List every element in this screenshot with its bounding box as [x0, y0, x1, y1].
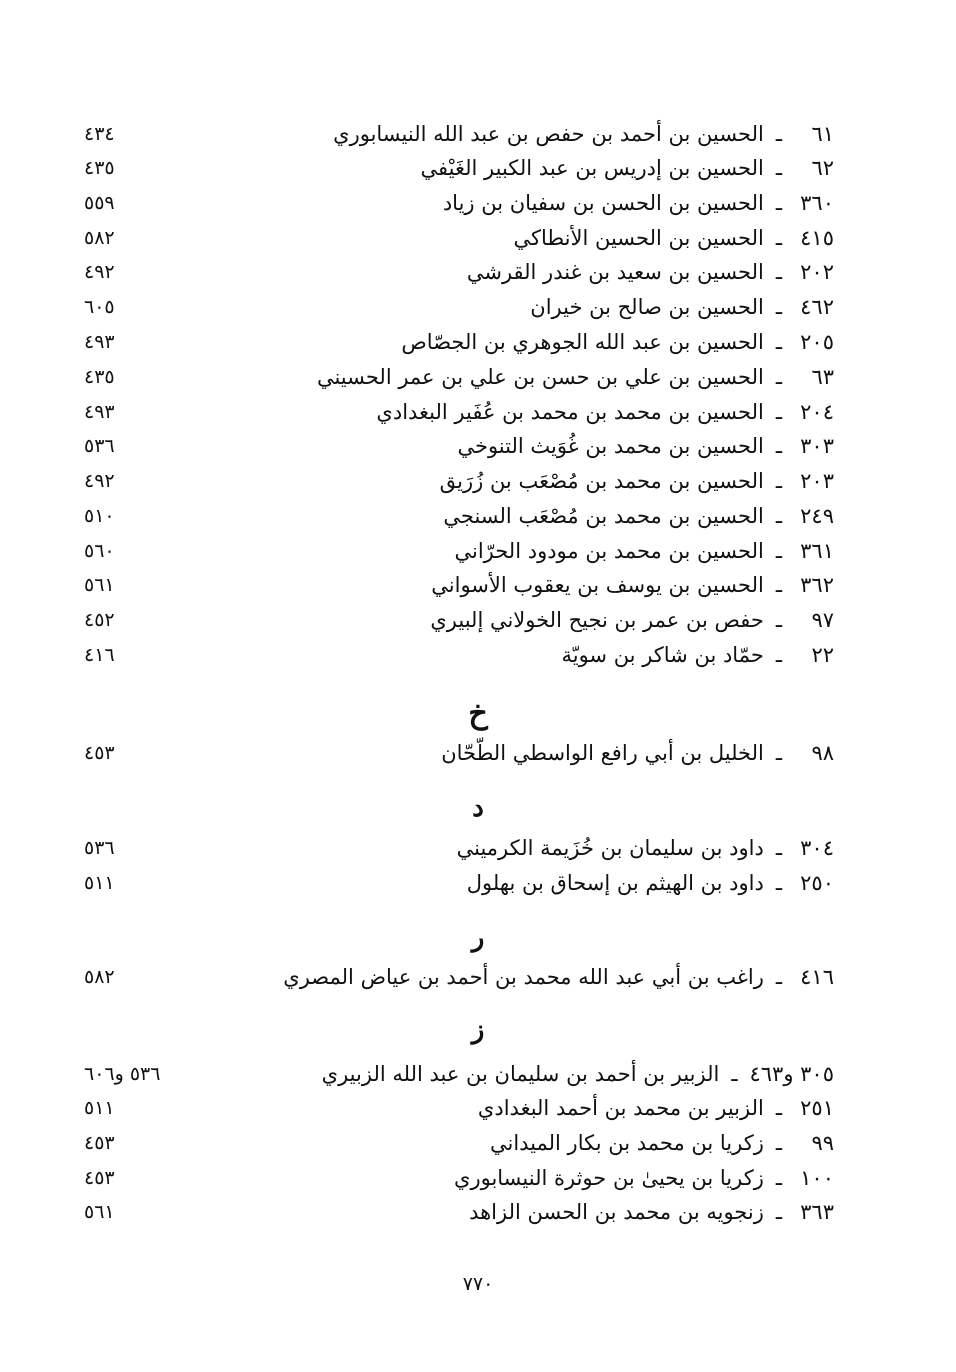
- entry-number: ٦١: [811, 122, 834, 146]
- list-item: [0, 464, 956, 498]
- entry-number: ٤١٥: [800, 226, 834, 250]
- entry-separator: ـ: [775, 469, 782, 493]
- entry-number: ٢٠٥: [800, 330, 834, 354]
- entry-number: ٩٧: [811, 608, 834, 632]
- entry-pages: ٥٨٢: [84, 227, 115, 249]
- entry-name: الحسين بن الحسن بن سفيان بن زياد: [442, 191, 764, 215]
- entry-pages: ٤٩٣: [84, 331, 115, 353]
- entry-pages: ٤١٦: [84, 644, 115, 666]
- list-item: [0, 1057, 956, 1091]
- entry-number: ٣٦٣: [800, 1200, 834, 1224]
- entry-name: الزبير بن محمد بن أحمد البغدادي: [477, 1096, 764, 1120]
- entry-pages: ٤٩٣: [84, 401, 115, 423]
- entry-separator: ـ: [775, 608, 782, 632]
- entry-separator: ـ: [775, 539, 782, 563]
- entry-pages: ٥٨٢: [84, 966, 115, 988]
- entry-name: الحسين بن محمد بن مودود الحرّاني: [454, 539, 764, 563]
- entry-name: الحسين بن محمد بن مُصْعَب بن زُرَيق: [439, 469, 764, 493]
- entry-number: ٣٦٠: [800, 191, 834, 215]
- entry-pages: ٥١٠: [84, 505, 115, 527]
- entry-pages: ٤٣٥: [84, 366, 115, 388]
- entry-separator: ـ: [775, 400, 782, 424]
- page-number: ٧٧٠: [462, 1273, 494, 1295]
- entry-name: الحسين بن سعيد بن غندر القرشي: [466, 260, 764, 284]
- entry-number: ٩٩: [811, 1131, 834, 1155]
- entry-number: ٢٥١: [800, 1096, 834, 1120]
- entry-separator: ـ: [775, 295, 782, 319]
- list-item: [0, 1091, 956, 1125]
- entry-pages: ٥٦٠: [84, 540, 115, 562]
- entry-separator: ـ: [775, 573, 782, 597]
- entry-pages: ٤٩٢: [84, 261, 115, 283]
- entry-pages: ٤٥٣: [84, 1167, 115, 1189]
- list-item: [0, 603, 956, 637]
- entry-pages: ٥٣٦: [84, 837, 115, 859]
- entry-number: ٦٣: [811, 365, 834, 389]
- entry-number: ٣٦٢: [800, 573, 834, 597]
- entry-pages: ٦٠٥: [84, 296, 115, 318]
- list-item: [0, 429, 956, 463]
- entry-separator: ـ: [775, 643, 782, 667]
- entry-number: ٢٠٣: [800, 469, 834, 493]
- entry-name: حفص بن عمر بن نجيح الخولاني إلبيري: [430, 608, 764, 632]
- entry-separator: ـ: [775, 836, 782, 860]
- entry-name: الحسين بن عبد الله الجوهري بن الجصّاص: [401, 330, 764, 354]
- entry-name: الحسين بن أحمد بن حفص بن عبد الله النيسابوري: [333, 122, 764, 146]
- list-item: [0, 255, 956, 289]
- entry-number: ٩٨: [811, 741, 834, 765]
- entry-name: الحسين بن الحسين الأنطاكي: [513, 226, 764, 250]
- entry-number: ٤٦٢: [800, 295, 834, 319]
- list-item: [0, 831, 956, 865]
- list-item: [0, 325, 956, 359]
- list-item: [0, 1161, 956, 1195]
- entry-name: الحسين بن يوسف بن يعقوب الأسواني: [431, 573, 764, 597]
- list-item: [0, 866, 956, 900]
- list-item: [0, 736, 956, 770]
- entry-name: زكريا بن محمد بن بكار الميداني: [489, 1131, 764, 1155]
- section-heading-ra: ر: [471, 923, 485, 953]
- entry-separator: ـ: [775, 122, 782, 146]
- entry-name: داود بن الهيثم بن إسحاق بن بهلول: [466, 871, 764, 895]
- entry-separator: ـ: [775, 226, 782, 250]
- entry-separator: ـ: [775, 1131, 782, 1155]
- entry-separator: ـ: [775, 330, 782, 354]
- entry-number: ٢٤٩: [800, 504, 834, 528]
- entry-pages: ٥٦١: [84, 1201, 115, 1223]
- entry-separator: ـ: [775, 741, 782, 765]
- list-item: [0, 151, 956, 185]
- list-item: [0, 638, 956, 672]
- list-item: [0, 186, 956, 220]
- entry-number: ٣٠٤: [800, 836, 834, 860]
- entry-number: ٢٥٠: [800, 871, 834, 895]
- entry-separator: ـ: [775, 1166, 782, 1190]
- list-item: [0, 1195, 956, 1229]
- section-heading-dal: د: [472, 793, 484, 823]
- entry-name: الحسين بن صالح بن خيران: [530, 295, 764, 319]
- entry-separator: ـ: [775, 191, 782, 215]
- entry-separator: ـ: [775, 156, 782, 180]
- entry-separator: ـ: [775, 965, 782, 989]
- entry-name: الزبير بن أحمد بن سليمان بن عبد الله الزبيري: [321, 1062, 720, 1086]
- entry-name: زنجويه بن محمد بن الحسن الزاهد: [469, 1200, 764, 1224]
- entry-name: داود بن سليمان بن خُزَيمة الكرميني: [456, 836, 764, 860]
- entry-number: ٣٦١: [800, 539, 834, 563]
- entry-pages: ٤٣٥: [84, 157, 115, 179]
- entry-separator: ـ: [775, 1200, 782, 1224]
- entry-pages: ٤٩٢: [84, 470, 115, 492]
- list-item: [0, 395, 956, 429]
- entry-separator: ـ: [775, 365, 782, 389]
- entry-separator: ـ: [775, 1096, 782, 1120]
- entry-pages: ٤٥٢: [84, 609, 115, 631]
- entry-number: ٢٠٢: [800, 260, 834, 284]
- entry-name: الحسين بن محمد بن محمد بن عُفَير البغدادي: [376, 400, 764, 424]
- entry-separator: ـ: [775, 504, 782, 528]
- entry-number: ٦٢: [811, 156, 834, 180]
- entry-separator: ـ: [775, 871, 782, 895]
- list-item: [0, 960, 956, 994]
- entry-number: ٤١٦: [800, 965, 834, 989]
- entry-name: الخليل بن أبي رافع الواسطي الطّحّان: [441, 741, 764, 765]
- list-item: [0, 499, 956, 533]
- entry-pages: ٤٣٤: [84, 123, 115, 145]
- list-item: [0, 568, 956, 602]
- entry-separator: ـ: [731, 1062, 738, 1086]
- list-item: [0, 290, 956, 324]
- entry-number: ٣٠٣: [800, 434, 834, 458]
- entry-name: الحسين بن إدريس بن عبد الكبير الغَيْفي: [420, 156, 764, 180]
- entry-number: ٢٢: [811, 643, 834, 667]
- entry-pages: ٥٣٦: [84, 435, 115, 457]
- entry-name: زكريا بن يحيىٰ بن حوثرة النيسابوري: [454, 1166, 764, 1190]
- list-item: [0, 534, 956, 568]
- entry-pages: ٤٥٣: [84, 1132, 115, 1154]
- section-heading-kha: خ: [468, 696, 488, 731]
- entry-pages: ٥١١: [84, 1097, 115, 1119]
- list-item: [0, 1126, 956, 1160]
- entry-number: ٢٠٤: [800, 400, 834, 424]
- entry-name: الحسين بن محمد بن غُوَيث التنوخي: [457, 434, 764, 458]
- list-item: [0, 360, 956, 394]
- entry-name: راغب بن أبي عبد الله محمد بن أحمد بن عياض المصري: [283, 965, 764, 989]
- entry-name: الحسين بن محمد بن مُصْعَب السنجي: [443, 504, 764, 528]
- entry-pages: ٤٥٣: [84, 742, 115, 764]
- entry-pages: ٥٥٩: [84, 192, 115, 214]
- entry-pages: ٥١١: [84, 872, 115, 894]
- entry-number: ١٠٠: [800, 1166, 834, 1190]
- section-heading-zay: ز: [471, 1015, 485, 1045]
- entry-pages: ٥٣٦ و٦٠٦: [84, 1063, 161, 1085]
- entry-pages: ٥٦١: [84, 574, 115, 596]
- entry-separator: ـ: [775, 434, 782, 458]
- entry-name: الحسين بن علي بن حسن بن علي بن عمر الحسيني: [316, 365, 764, 389]
- entry-number: ٣٠٥ و٤٦٣: [749, 1062, 834, 1086]
- list-item: [0, 221, 956, 255]
- list-item: [0, 117, 956, 151]
- entry-name: حمّاد بن شاكر بن سويّة: [561, 643, 764, 667]
- entry-separator: ـ: [775, 260, 782, 284]
